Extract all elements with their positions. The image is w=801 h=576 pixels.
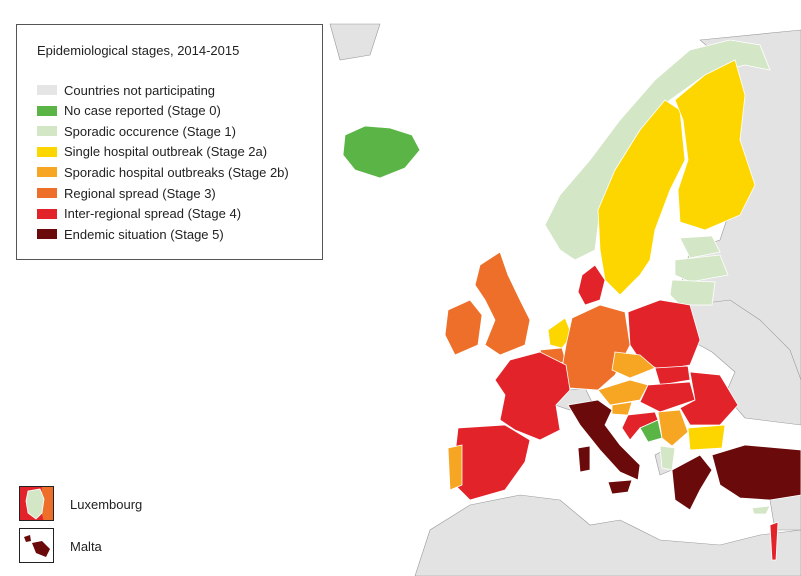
legend-label: Sporadic hospital outbreaks (Stage 2b) [64,164,289,180]
legend-item [37,226,224,242]
country-spain [452,425,530,500]
country-sweden [598,100,685,295]
country-albania [660,446,675,470]
country-germany [562,305,630,390]
country-portugal [448,445,462,490]
country-sardinia [578,446,590,472]
country-sicily [608,480,632,494]
country-bulgaria [688,425,725,450]
country-lithuania [670,280,715,305]
country-turkey [712,445,801,500]
malta-label: Malta [70,539,102,554]
legend-item [37,123,236,139]
legend-label: Sporadic occurence (Stage 1) [64,123,236,139]
legend-swatch [37,167,57,177]
legend-title: Epidemiological stages, 2014-2015 [37,43,240,58]
legend-box [16,24,323,260]
country-cyprus [752,506,770,514]
country-iceland [343,126,420,178]
legend-label: Inter-regional spread (Stage 4) [64,206,242,222]
legend-item [37,82,215,98]
legend-label: Endemic situation (Stage 5) [64,226,224,242]
legend-swatch [37,147,57,157]
malta-inset [19,528,54,563]
legend-label: No case reported (Stage 0) [64,103,221,119]
legend-label: Single hospital outbreak (Stage 2a) [64,144,268,160]
legend-item [37,103,221,119]
legend-label: Regional spread (Stage 3) [64,185,216,201]
country-ireland [445,300,482,355]
legend-swatch [37,126,57,136]
legend-swatch [37,85,57,95]
legend-item [37,206,241,222]
country-denmark [578,265,605,305]
legend-swatch [37,106,57,116]
legend-item [37,185,216,201]
luxembourg-inset [19,486,54,521]
legend-item [37,164,289,180]
country-uk [475,252,530,355]
legend-item [37,144,267,160]
country-serbia [658,410,688,446]
legend-swatch [37,209,57,219]
legend-swatch [37,229,57,239]
legend-swatch [37,188,57,198]
country-greece [672,455,712,510]
luxembourg-label: Luxembourg [70,497,143,512]
legend-label: Countries not participating [64,82,216,98]
